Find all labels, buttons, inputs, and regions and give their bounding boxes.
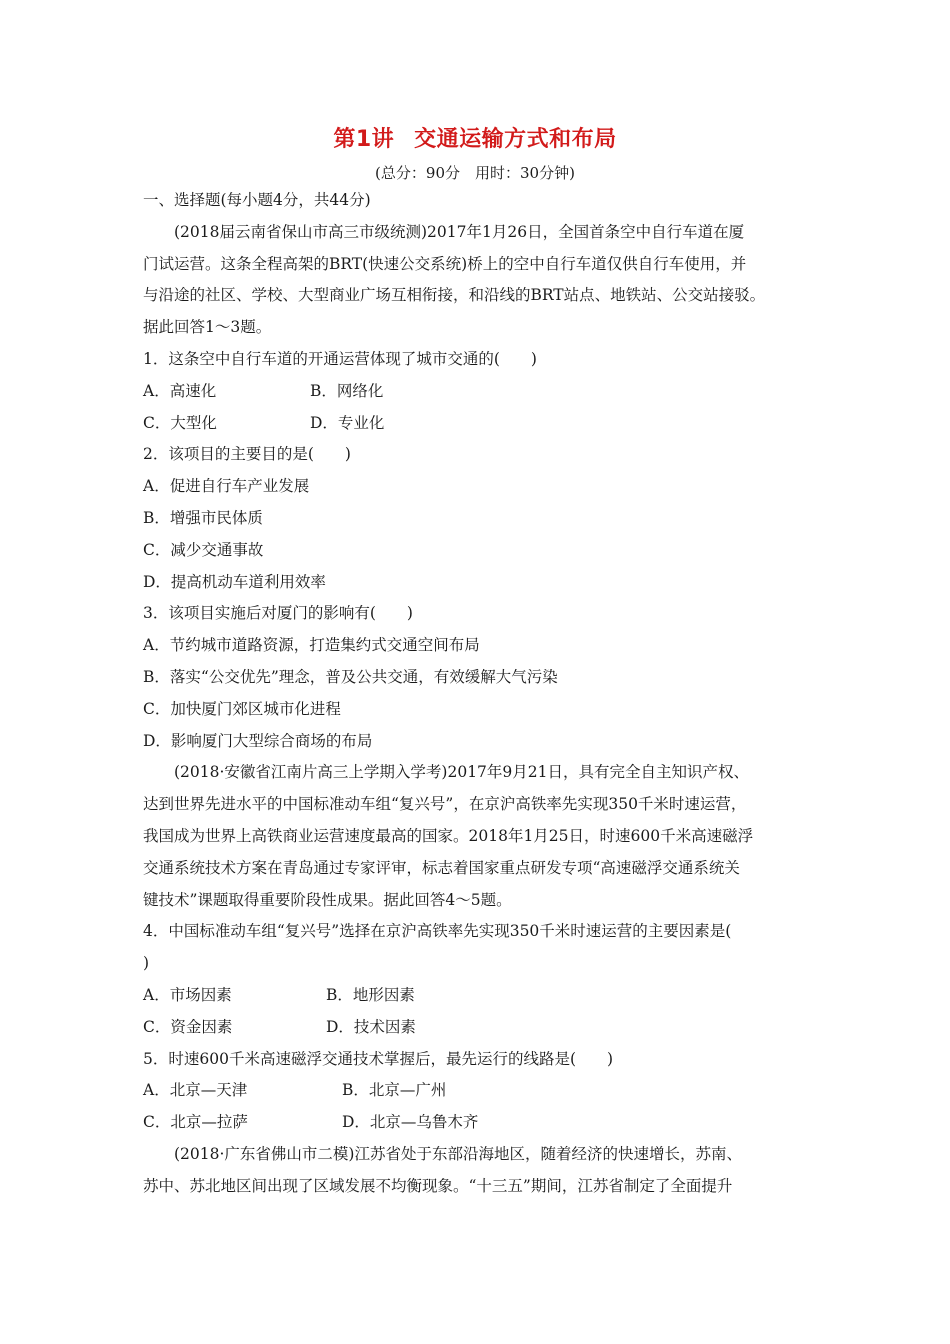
option-a: A．市场因素	[143, 985, 232, 1004]
question-2-stem: 2．该项目的主要目的是( )	[143, 445, 351, 464]
option-b: B．地形因素	[326, 985, 415, 1004]
option-c: C．北京—拉萨	[143, 1113, 248, 1132]
option-d: D．专业化	[310, 413, 385, 432]
option-c: C．减少交通事故	[143, 540, 264, 559]
passage-line: 交通系统技术方案在青岛通过专家评审，标志着国家重点研发专项“高速磁浮交通系统关	[143, 858, 740, 877]
option-d: D．提高机动车道利用效率	[143, 572, 326, 591]
question-4-stem-continued: )	[143, 954, 150, 973]
question-4-stem: 4．中国标准动车组“复兴号”选择在京沪高铁率先实现350千米时速运营的主要因素是(	[143, 922, 732, 941]
passage-line: 据此回答1～3题。	[143, 318, 272, 337]
passage-line: 我国成为世界上高铁商业运营速度最高的国家。2018年1月25日，时速600千米高速磁浮	[143, 826, 754, 845]
lecture-number: 第1讲	[333, 127, 395, 152]
option-d: D．影响厦门大型综合商场的布局	[143, 731, 373, 750]
option-b: B．增强市民体质	[143, 508, 263, 527]
question-1-options-row	[143, 408, 815, 440]
passage-line: 苏中、苏北地区间出现了区域发展不均衡现象。“十三五”期间，江苏省制定了全面提升	[143, 1176, 733, 1195]
score-time-info: (总分：90分 用时：30分钟)	[375, 164, 575, 182]
passage-line: (2018·安徽省江南片高三上学期入学考)2017年9月21日，具有完全自主知识产权、	[174, 763, 750, 782]
option-b: B．北京—广州	[342, 1081, 447, 1100]
section-heading: 一、选择题(每小题4分，共44分)	[143, 191, 371, 209]
option-a: A．节约城市道路资源，打造集约式交通空间布局	[143, 636, 480, 655]
question-4-options-row	[143, 1012, 815, 1044]
question-1-options-row	[143, 376, 815, 408]
question-1-stem: 1．这条空中自行车道的开通运营体现了城市交通的( )	[143, 349, 537, 368]
option-b: B．落实“公交优先”理念，普及公共交通，有效缓解大气污染	[143, 667, 558, 686]
passage-line: 门试运营。这条全程高架的BRT(快速公交系统)桥上的空中自行车道仅供自行车使用，并	[143, 254, 747, 273]
option-c: C．大型化	[143, 413, 217, 432]
lecture-title: 交通运输方式和布局	[414, 127, 617, 152]
option-a: A．北京—天津	[143, 1081, 248, 1100]
passage-line: 与沿途的社区、学校、大型商业广场互相衔接，和沿线的BRT站点、地铁站、公交站接驳。	[143, 286, 766, 305]
option-a: A．高速化	[143, 381, 217, 400]
question-5-stem: 5．时速600千米高速磁浮交通技术掌握后，最先运行的线路是( )	[143, 1049, 614, 1068]
option-d: D．北京—乌鲁木齐	[342, 1113, 479, 1132]
option-d: D．技术因素	[326, 1017, 416, 1036]
question-5-options-row	[143, 1107, 815, 1139]
option-b: B．网络化	[310, 381, 384, 400]
passage-line: (2018届云南省保山市高三市级统测)2017年1月26日，全国首条空中自行车道在厦	[174, 222, 745, 241]
option-c: C．加快厦门郊区城市化进程	[143, 699, 341, 718]
question-3-stem: 3．该项目实施后对厦门的影响有( )	[143, 604, 413, 623]
option-c: C．资金因素	[143, 1017, 233, 1036]
question-5-options-row	[143, 1075, 815, 1107]
passage-line: 达到世界先进水平的中国标准动车组“复兴号”，在京沪高铁率先实现350千米时速运营，	[143, 795, 747, 814]
question-4-options-row	[143, 980, 815, 1012]
document-body	[143, 185, 815, 1203]
page-title	[0, 124, 950, 156]
option-a: A．促进自行车产业发展	[143, 477, 310, 496]
passage-line: (2018·广东省佛山市二模)江苏省处于东部沿海地区，随着经济的快速增长，苏南、	[174, 1144, 742, 1163]
passage-line: 键技术”课题取得重要阶段性成果。据此回答4～5题。	[143, 890, 512, 909]
